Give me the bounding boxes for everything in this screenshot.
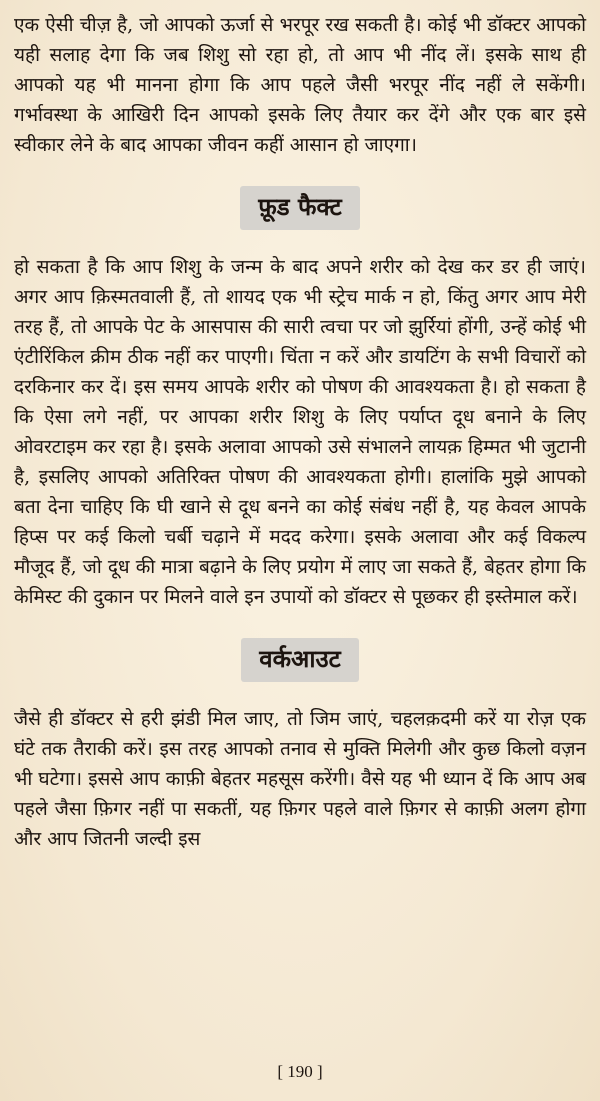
workout-paragraph: जैसे ही डॉक्टर से हरी झंडी मिल जाए, तो जिम जाएं, चहलक़दमी करें या रोज़ एक घंटे तक तैराकी करें। इस तरह आपको तनाव से मुक्ति मिलेगी और कुछ किलो वज़न भी घटेगा। इससे आप काफ़ी बेहतर महसूस करेंगी। वैसे यह भी ध्यान दें कि आप अब पहले जैसा फ़िगर नहीं पा सकतीं, यह फ़िगर पहले वाले फ़िगर से काफ़ी अलग होगा और आप जितनी जल्दी इस [14,708,586,850]
workout-heading: वर्कआउट [241,638,359,682]
intro-paragraph: एक ऐसी चीज़ है, जो आपको ऊर्जा से भरपूर रख सकती है। कोई भी डॉक्टर आपको यही सलाह देगा कि जब शिशु सो रहा हो, तो आप भी नींद लें। इसके साथ ही आपको यह भी मानना होगा कि आप पहले जैसी भरपूर नींद नहीं ले सकेंगी। गर्भावस्था के आखिरी दिन आपको इसके लिए तैयार कर देंगे और एक बार इसे स्वीकार लेने के बाद आपका जीवन कहीं आसान हो जाएगा। [14,14,586,156]
food-fact-paragraph: हो सकता है कि आप शिशु के जन्म के बाद अपने शरीर को देख कर डर ही जाएं। अगर आप क़िस्मतवाली हैं, तो शायद एक भी स्ट्रेच मार्क न हो, किंतु अगर आप मेरी तरह हैं, तो आपके पेट के आसपास की सारी त्वचा पर जो झुर्रियां होंगी, उन्हें कोई भी एंटीरिंकिल क्रीम ठीक नहीं कर पाएगी। चिंता न करें और डायटिंग के सभी विचारों को दरकिनार कर दें। इस समय आपके शरीर को पोषण की आवश्यकता है। हो सकता है कि ऐसा लगे नहीं, पर आपका शरीर शिशु के लिए पर्याप्त दूध बनाने के लिए ओवरटाइम कर रहा है। इसके अलावा आपको उसे संभालने लायक़ हिम्मत भी जुटानी है, इसलिए आपको अतिरिक्त पोषण की आवश्यकता होगी। हालांकि मुझे आपको बता देना चाहिए कि घी खाने से दूध बनने का कोई संबंध नहीं है, यह केवल आपके हिप्स पर कई किलो चर्बी चढ़ाने में मदद करेगा। इसके अलावा और कई विकल्प मौजूद हैं, जो दूध की मात्रा बढ़ाने के लिए प्रयोग में लाए जा सकते हैं, बेहतर होगा कि केमिस्ट की दुकान पर मिलने वाले इन उपायों को डॉक्टर से पूछकर ही इस्तेमाल करें। [14,256,586,608]
page-number: [ 190 ] [277,1062,323,1081]
section-heading-container [14,186,586,230]
food-fact-heading: फ़ूड फैक्ट [240,186,359,230]
section-heading-container [14,638,586,682]
